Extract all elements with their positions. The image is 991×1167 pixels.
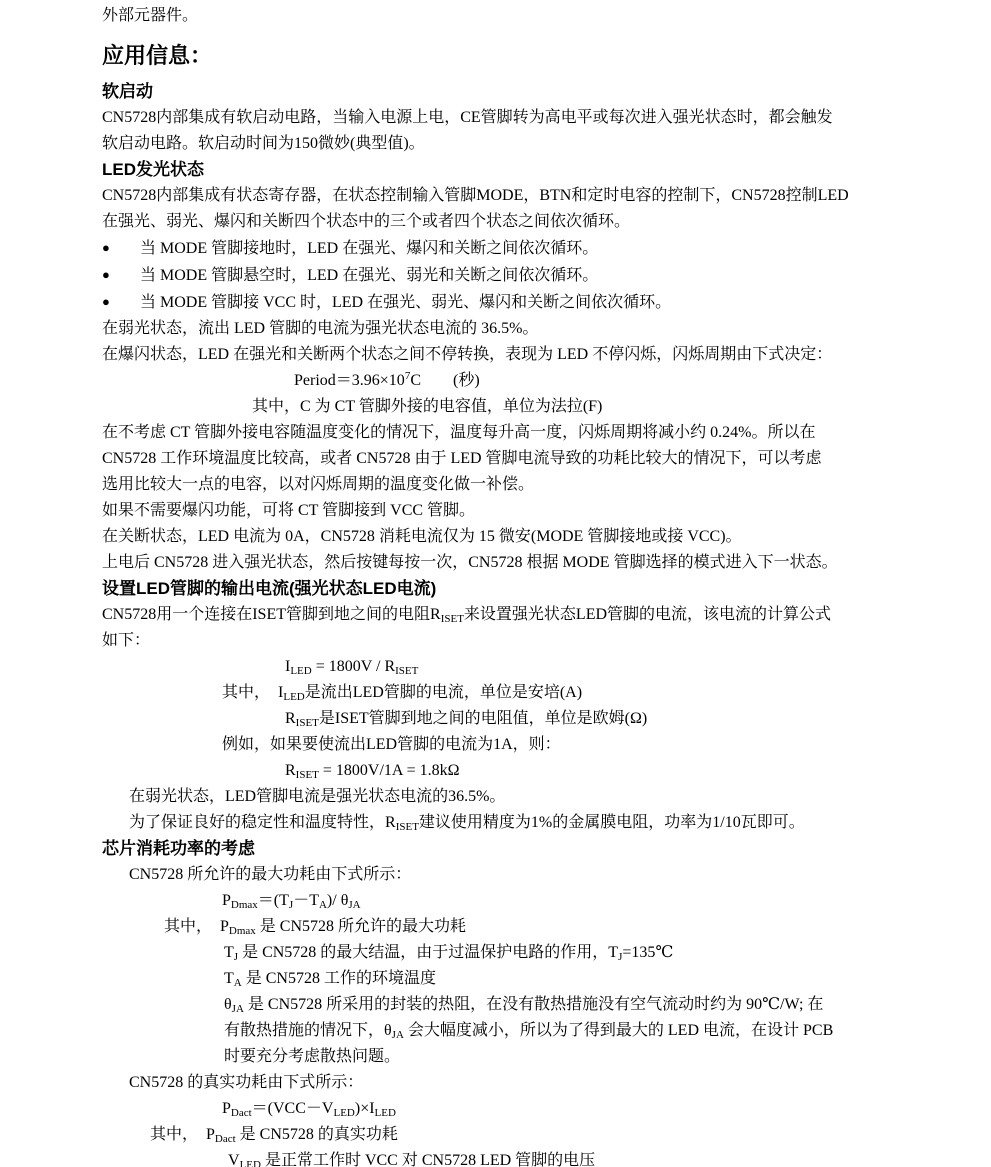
text-run: 来设置强光状态LED管脚的电流，该电流的计算公式: [463, 606, 832, 623]
subsection-heading: [102, 79, 925, 105]
text-line: [102, 914, 925, 940]
text-run: R: [285, 762, 296, 779]
text-run: 如下：: [102, 632, 151, 649]
text-run: = 1800V / R: [311, 658, 396, 675]
text-run: 是 CN5728 工作的环境温度: [241, 970, 436, 987]
text-run: P: [222, 892, 231, 909]
text-line: [102, 342, 925, 368]
text-run: =135℃: [622, 944, 674, 961]
text-run: 其中， P: [150, 1126, 215, 1143]
text-line: [102, 784, 925, 810]
text-run: 选用比较大一点的电容，以对闪烁周期的温度变化做一补偿。: [102, 476, 535, 493]
text-line: [102, 1070, 925, 1096]
formula-line: [102, 368, 925, 394]
text-line: [102, 472, 925, 498]
text-line: [102, 498, 925, 524]
text-run: R: [285, 710, 296, 727]
text-line: [102, 992, 925, 1018]
text-run: V: [228, 1152, 240, 1167]
text-line: [102, 732, 925, 758]
formula-line: [102, 758, 925, 784]
text-line: [102, 1122, 925, 1148]
text-line: [102, 394, 925, 420]
text-line: [102, 706, 925, 732]
text-run: T: [224, 970, 234, 987]
text-run: 是 CN5728 所允许的最大功耗: [255, 918, 467, 935]
text-run: )×I: [354, 1100, 375, 1117]
text-line: [102, 862, 925, 888]
subscript-text: J: [618, 951, 623, 963]
text-line: [102, 420, 925, 446]
text-run: CN5728内部集成有状态寄存器，在状态控制输入管脚MODE，BTN和定时电容的控制下，CN5728控制LED: [102, 187, 849, 204]
subscript-text: ISET: [395, 821, 419, 833]
text-run: 为了保证良好的稳定性和温度特性，R: [129, 814, 396, 831]
text-run: 在强光、弱光、爆闪和关断四个状态中的三个或者四个状态之间依次循环。: [102, 213, 631, 230]
bullet-item: [102, 262, 925, 289]
text-run: I: [285, 658, 291, 675]
subsection-heading: [102, 836, 925, 862]
text-line: [102, 131, 925, 157]
subscript-text: Dact: [214, 1133, 236, 1145]
text-run: 例如，如果要使流出LED管脚的电流为1A，则：: [222, 736, 561, 753]
bullet-icon: ●: [102, 294, 110, 309]
text-run: C (秒): [410, 372, 480, 389]
subscript-text: ISET: [440, 613, 464, 625]
text-run: 时要充分考虑散热问题。: [224, 1048, 401, 1065]
subscript-text: JA: [348, 899, 361, 911]
text-run: )/ θ: [326, 892, 349, 909]
text-run: 其中，C 为 CT 管脚外接的电容值，单位为法拉(F): [252, 398, 603, 415]
text-run: 应用信息：: [102, 43, 213, 68]
text-line: [102, 209, 925, 235]
text-line: [102, 966, 925, 992]
text-run: CN5728用一个连接在ISET管脚到地之间的电阻R: [102, 606, 441, 623]
text-run: Period＝3.96×10: [294, 372, 405, 389]
formula-line: [102, 888, 925, 914]
bullet-item: [102, 289, 925, 316]
text-line: [102, 940, 925, 966]
text-line: [102, 3, 925, 29]
text-line: [102, 524, 925, 550]
text-run: 设置LED管脚的输出电流(强光状态LED电流): [102, 579, 437, 598]
text-run: －T: [293, 892, 319, 909]
text-run: ＝(T: [257, 892, 289, 909]
text-run: 在爆闪状态，LED 在强光和关断两个状态之间不停转换，表现为 LED 不停闪烁，闪烁周期由下式决定：: [102, 346, 833, 363]
text-line: [102, 550, 925, 576]
text-run: 是 CN5728 的最大结温，由于过温保护电路的作用，T: [238, 944, 619, 961]
text-line: [102, 680, 925, 706]
text-line: [102, 1148, 925, 1167]
section-title: [102, 42, 925, 70]
subscript-text: LED: [333, 1107, 355, 1119]
text-run: 当 MODE 管脚接地时，LED 在强光、爆闪和关断之间依次循环。: [140, 240, 599, 257]
text-run: 其中， I: [222, 684, 284, 701]
subscript-text: LED: [290, 665, 312, 677]
bullet-icon: ●: [102, 240, 110, 255]
text-run: 在弱光状态，LED管脚电流是强光状态电流的36.5%。: [129, 788, 506, 805]
text-run: 如果不需要爆闪功能，可将 CT 管脚接到 VCC 管脚。: [102, 502, 476, 519]
text-run: CN5728 工作环境温度比较高，或者 CN5728 由于 LED 管脚电流导致的功耗比较大的情况下，可以考虑: [102, 450, 822, 467]
subscript-text: LED: [239, 1159, 261, 1167]
formula-line: [102, 654, 925, 680]
text-run: 有散热措施的情况下，θ: [224, 1022, 392, 1039]
text-run: CN5728内部集成有软启动电路，当输入电源上电，CE管脚转为高电平或每次进入强光状态时，都会触发: [102, 109, 833, 126]
text-run: 其中， P: [164, 918, 229, 935]
text-line: [102, 316, 925, 342]
text-run: 当 MODE 管脚悬空时，LED 在强光、弱光和关断之间依次循环。: [140, 267, 599, 284]
text-line: [102, 183, 925, 209]
text-run: T: [224, 944, 234, 961]
text-line: [102, 628, 925, 654]
text-line: [102, 1044, 925, 1070]
subscript-text: J: [288, 899, 294, 911]
text-line: [102, 602, 925, 628]
text-run: 是 CN5728 的真实功耗: [235, 1126, 398, 1143]
subscript-text: Dact: [230, 1107, 252, 1119]
subscript-text: JA: [391, 1029, 404, 1041]
superscript-text: 7: [404, 370, 411, 382]
text-run: 是正常工作时 VCC 对 CN5728 LED 管脚的电压: [260, 1152, 596, 1167]
subscript-text: A: [233, 977, 242, 989]
text-run: 是ISET管脚到地之间的电阻值，单位是欧姆(Ω): [318, 710, 648, 727]
text-line: [102, 1018, 925, 1044]
bullet-item: [102, 235, 925, 262]
text-run: CN5728 的真实功耗由下式所示：: [129, 1074, 364, 1091]
text-run: P: [222, 1100, 231, 1117]
subscript-text: ISET: [395, 665, 419, 677]
text-run: LED发光状态: [102, 160, 204, 179]
subscript-text: J: [233, 951, 239, 963]
text-line: [102, 446, 925, 472]
text-run: 建议使用精度为1%的金属膜电阻，功率为1/10瓦即可。: [418, 814, 805, 831]
text-run: 上电后 CN5728 进入强光状态，然后按键每按一次，CN5728 根据 MODE 管脚选择的模式进入下一状态。: [102, 554, 838, 571]
formula-line: [102, 1096, 925, 1122]
text-run: 外部元器件。: [102, 7, 199, 24]
text-run: 是流出LED管脚的电流，单位是安培(A): [304, 684, 583, 701]
text-run: CN5728 所允许的最大功耗由下式所示：: [129, 866, 412, 883]
subscript-text: A: [318, 899, 327, 911]
text-run: 软启动: [102, 82, 153, 101]
subscript-text: ISET: [295, 769, 319, 781]
subsection-heading: [102, 157, 925, 183]
text-run: ＝(VCC－V: [251, 1100, 334, 1117]
text-run: 当 MODE 管脚接 VCC 时，LED 在强光、弱光、爆闪和关断之间依次循环。: [140, 294, 672, 311]
subscript-text: Dmax: [230, 899, 258, 911]
text-run: 在关断状态，LED 电流为 0A，CN5728 消耗电流仅为 15 微安(MODE 管脚接地或接 VCC)。: [102, 528, 742, 545]
text-run: 是 CN5728 所采用的封装的热阻，在没有散热措施没有空气流动时约为 90℃/W; 在: [243, 996, 824, 1013]
subsection-heading: [102, 576, 925, 602]
text-run: 在不考虑 CT 管脚外接电容随温度变化的情况下，温度每升高一度，闪烁周期将减小约 0.24%。所以在: [102, 424, 816, 441]
text-run: θ: [224, 996, 232, 1013]
subscript-text: LED: [283, 691, 305, 703]
text-line: [102, 105, 925, 131]
text-run: 软启动电路。软启动时间为150微妙(典型值)。: [102, 135, 425, 152]
subscript-text: ISET: [295, 717, 319, 729]
subscript-text: Dmax: [228, 925, 256, 937]
subscript-text: JA: [231, 1003, 244, 1015]
text-run: 芯片消耗功率的考虑: [102, 839, 255, 858]
bullet-icon: ●: [102, 267, 110, 282]
document-body: [102, 3, 925, 1167]
subscript-text: LED: [374, 1107, 396, 1119]
text-run: 会大幅度减小，所以为了得到最大的 LED 电流，在设计 PCB: [403, 1022, 834, 1039]
text-run: = 1800V/1A = 1.8kΩ: [318, 762, 460, 779]
text-run: 在弱光状态，流出 LED 管脚的电流为强光状态电流的 36.5%。: [102, 320, 539, 337]
text-line: [102, 810, 925, 836]
